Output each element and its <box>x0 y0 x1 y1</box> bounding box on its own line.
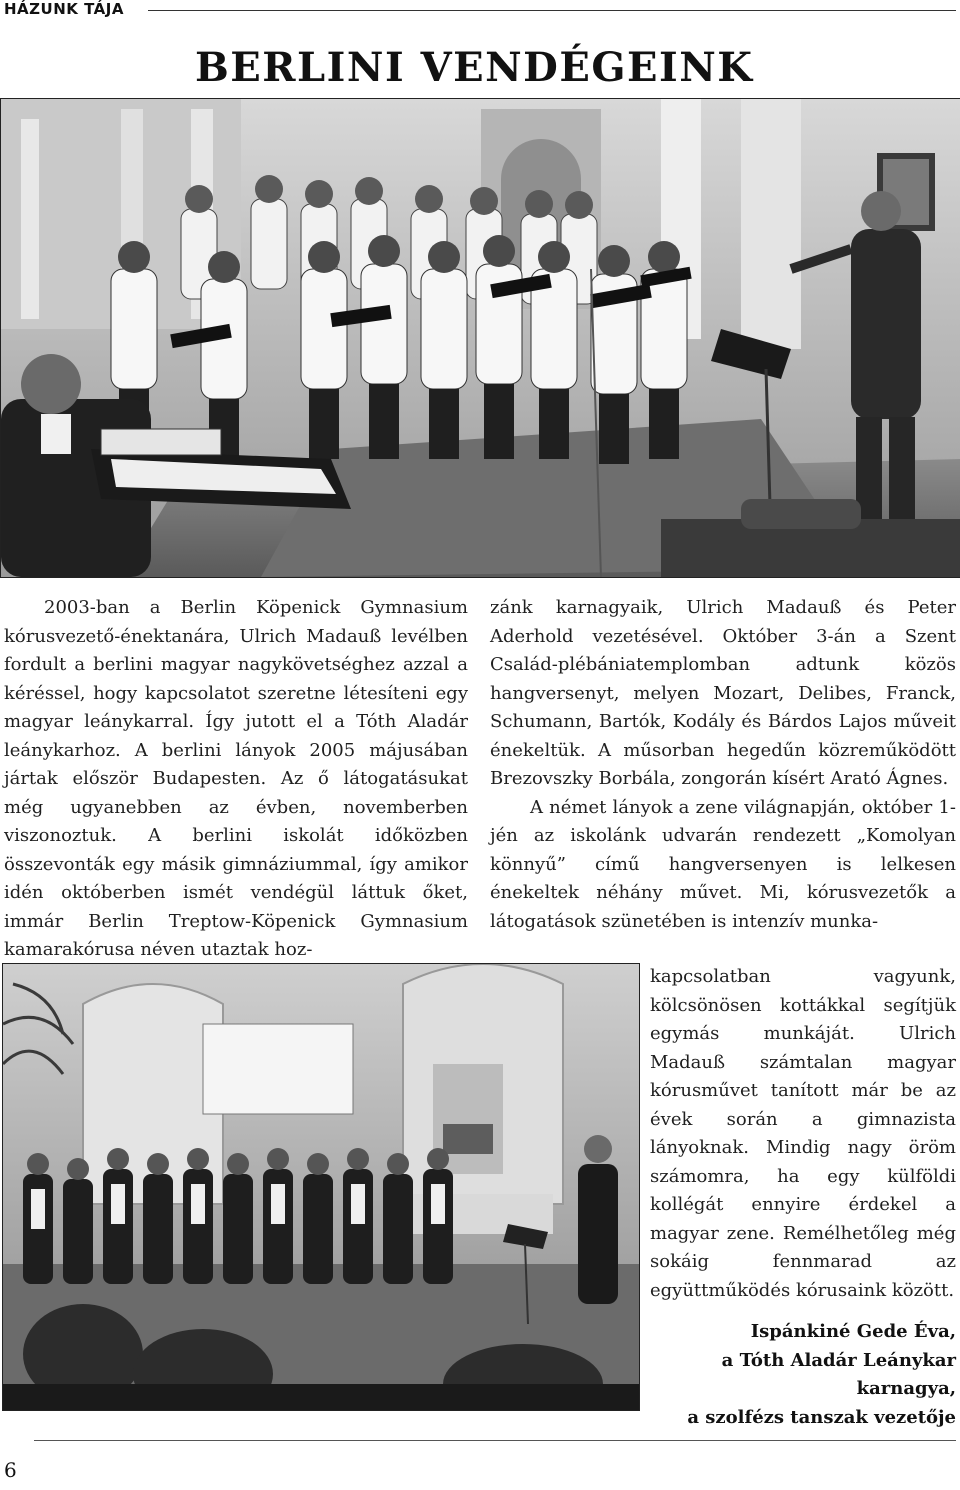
signature-name: Ispánkiné Gede Éva, <box>750 1321 956 1342</box>
article-paragraph-2: zánk karnagyaik, Ulrich Madauß és Peter Aderhold vezetésével. Október 3-án a Szent Család-plébániatemplomban adtunk közös hangversenyt, melyen Mozart, Delibes, Franck, Schumann, Bartók, Kodály és Bárdos Lajos műveit énekeltük. A műsorban hegedűn közreműködött Brezovszky Borbála, zongorán kísért Arató Ágnes. <box>490 597 956 789</box>
article-paragraph-1: 2003-ban a Berlin Köpenick Gymnasium kórusvezető-énektanára, Ulrich Madauß levélben fordult a berlini magyar nagykövetséghez azzal a kéréssel, hogy kapcsolatot szeretne létesíteni egy magyar leánykarral. Így jutott el a Tóth Aladár leánykarhoz. A berlini lányok 2005 májusában jártak először Budapesten. Az ő látogatásukat még ugyanebben az évben, novemberben viszonoztuk. A berlini iskolát időközben összevonták egy másik gimnáziummal, így amikor idén októberben ismét vendégül láttuk őket, immár Berlin Treptow-Köpenick Gymnasium kamarakórusa néven utaztak hoz- <box>4 597 468 960</box>
article-column-left <box>4 594 468 965</box>
signature-role: karnagya, <box>856 1378 956 1399</box>
article-paragraph-4: kapcsolatban vagyunk, kölcsönösen kottákkal segítjük egymás munkáját. Ulrich Madauß számtalan magyar kórusművet tanított már be az évek során a gimnazista lányoknak. Mindig nagy öröm számomra, ha egy külföldi kollégát ennyire érdekel a magyar zene. Remélhetőleg még sokáig fennmarad az együttműködés kórusaink között. <box>650 966 956 1301</box>
section-label: HÁZUNK TÁJA <box>4 0 124 18</box>
author-signature <box>636 1318 956 1432</box>
article-column-right <box>490 594 956 936</box>
choir-photo-bottom <box>2 963 640 1411</box>
article-column-right-narrow <box>650 963 956 1305</box>
choir-photo-top <box>0 98 960 578</box>
footer-rule <box>34 1440 956 1441</box>
page-number: 6 <box>4 1458 17 1482</box>
choir-photo-top-image <box>1 99 960 577</box>
signature-affiliation: a Tóth Aladár Leánykar <box>721 1349 956 1371</box>
article-paragraph-3: A német lányok a zene világnapján, október 1-jén az iskolánk udvarán rendezett „Komolyan könnyű” című hangversenyen is lelkesen énekeltek néhány művet. Mi, kórusvezetők a látogatások szünetében is intenzív munka- <box>490 796 956 932</box>
signature-department: a szolfézs tanszak vezetője <box>687 1406 956 1428</box>
article-title: BERLINI VENDÉGEINK <box>195 44 754 91</box>
header-rule <box>148 10 956 11</box>
choir-photo-bottom-image <box>3 964 639 1410</box>
